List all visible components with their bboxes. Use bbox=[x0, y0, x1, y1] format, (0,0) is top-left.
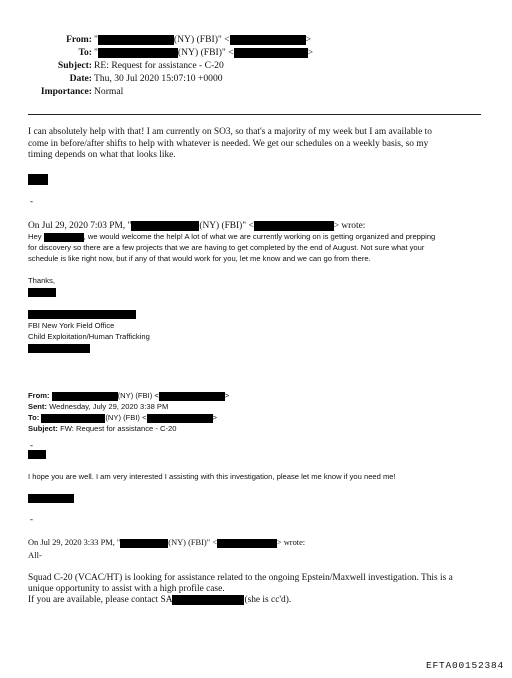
quote1-hey: Hey bbox=[28, 232, 42, 241]
header-divider bbox=[28, 114, 481, 115]
redaction-box bbox=[254, 221, 334, 231]
header-from-label: From: bbox=[66, 34, 92, 45]
header-date-row bbox=[0, 73, 512, 85]
separator-dash: - bbox=[30, 440, 33, 450]
header-date-label: Date: bbox=[69, 73, 92, 84]
redaction-box bbox=[131, 221, 199, 231]
header-date-value: Thu, 30 Jul 2020 15:07:10 +0000 bbox=[94, 73, 223, 84]
fwd-to-mid: (NY) (FBI) < bbox=[105, 413, 147, 422]
fwd-to-label: To: bbox=[28, 413, 40, 422]
header-importance-label: Importance: bbox=[40, 86, 92, 97]
fwd-body: I hope you are well. I am very interested I assisting with this investigation, please let me know if you need me! bbox=[28, 472, 396, 481]
separator-dash: - bbox=[30, 514, 33, 524]
redaction-box bbox=[44, 233, 84, 242]
fwd-from-label: From: bbox=[28, 391, 50, 400]
quote2-attribution bbox=[28, 538, 305, 548]
fwd-sent-value: Wednesday, July 29, 2020 3:38 PM bbox=[49, 402, 169, 411]
header-to-label: To: bbox=[78, 47, 92, 58]
quote1-on-mid: (NY) (FBI)" < bbox=[199, 221, 254, 232]
quote2-on-prefix: On Jul 29, 2020 3:33 PM, " bbox=[28, 538, 121, 547]
reply-line: I can absolutely help with that! I am currently on SO3, so that's a majority of my week but I am available to bbox=[28, 127, 432, 137]
document-id: EFTA00152384 bbox=[425, 660, 504, 671]
redaction-box bbox=[28, 174, 48, 185]
fwd-from-end: > bbox=[224, 391, 230, 400]
quote2-line2: unique opportunity to assist with a high profile case. bbox=[28, 584, 225, 594]
redaction-box bbox=[172, 595, 244, 605]
quote2-on-mid: (NY) (FBI)" < bbox=[168, 538, 217, 547]
quote2-on-end: > wrote: bbox=[276, 538, 306, 547]
header-from-end: > bbox=[305, 34, 312, 45]
header-subject-value: RE: Request for assistance - C-20 bbox=[94, 60, 224, 71]
quote1-sig-office: FBI New York Field Office bbox=[28, 321, 115, 330]
quote1-sig-unit: Child Exploitation/Human Trafficking bbox=[28, 332, 150, 341]
reply-line: timing depends on what that looks like. bbox=[28, 150, 176, 160]
quote-mark: " bbox=[94, 47, 98, 58]
redaction-box bbox=[234, 48, 308, 58]
header-from-mid: (NY) (FBI)" < bbox=[173, 34, 230, 45]
header-to-mid: (NY) (FBI)" < bbox=[177, 47, 234, 58]
redaction-box bbox=[28, 494, 74, 503]
quote-mark: " bbox=[94, 34, 98, 45]
reply-line: come in before/after shifts to help with whatever is needed. We get our schedules on a weekly basis, so my bbox=[28, 138, 429, 149]
redaction-box bbox=[230, 35, 306, 45]
redaction-box bbox=[217, 539, 277, 548]
quote1-thanks: Thanks, bbox=[28, 276, 56, 285]
quote2-line3-prefix: If you are available, please contact SA bbox=[28, 595, 173, 606]
quote2-line1: Squad C-20 (VCAC/HT) is looking for assistance related to the ongoing Epstein/Maxwell investigation. This is a bbox=[28, 573, 453, 583]
redaction-box bbox=[159, 392, 225, 401]
redaction-box bbox=[28, 344, 90, 353]
redaction-box bbox=[41, 414, 105, 423]
redaction-box bbox=[98, 48, 178, 58]
separator-dash: - bbox=[30, 196, 33, 206]
quote1-line2: for discovery so there are a few projects that we are having to get completed by the end of August. Not sure what your bbox=[28, 243, 425, 252]
quote1-on-end: > wrote: bbox=[333, 221, 366, 232]
header-importance-value: Normal bbox=[94, 86, 124, 97]
header-importance-row bbox=[0, 86, 512, 98]
quote1-on-prefix: On Jul 29, 2020 7:03 PM, " bbox=[28, 221, 132, 232]
quote1-line3: schedule is like right now, but if any of that would work for you, let me know and we can go from there. bbox=[28, 254, 371, 263]
fwd-subject-label: Subject: bbox=[28, 424, 58, 433]
header-subject-label: Subject: bbox=[57, 60, 92, 71]
quote1-attribution bbox=[28, 221, 365, 231]
redaction-box bbox=[28, 450, 46, 459]
redaction-box bbox=[28, 310, 136, 319]
header-subject-row bbox=[0, 60, 512, 72]
fwd-subject-value: FW: Request for assistance - C-20 bbox=[60, 424, 177, 433]
fwd-sent-label: Sent: bbox=[28, 402, 47, 411]
redaction-box bbox=[120, 539, 168, 548]
quote2-line3-suffix: (she is cc'd). bbox=[244, 595, 292, 606]
redaction-box bbox=[52, 392, 118, 401]
fwd-to-end: > bbox=[212, 413, 217, 422]
quote1-line1: , we would welcome the help! A lot of what we are currently working on is getting organized and prepping bbox=[83, 232, 436, 241]
fwd-from-mid: (NY) (FBI) < bbox=[117, 391, 159, 400]
redaction-box bbox=[28, 288, 56, 297]
header-to-row bbox=[0, 47, 512, 59]
header-from-row bbox=[0, 34, 512, 46]
header-to-end: > bbox=[307, 47, 314, 58]
redaction-box bbox=[98, 35, 174, 45]
quote2-all: All- bbox=[28, 550, 42, 560]
redaction-box bbox=[147, 414, 213, 423]
